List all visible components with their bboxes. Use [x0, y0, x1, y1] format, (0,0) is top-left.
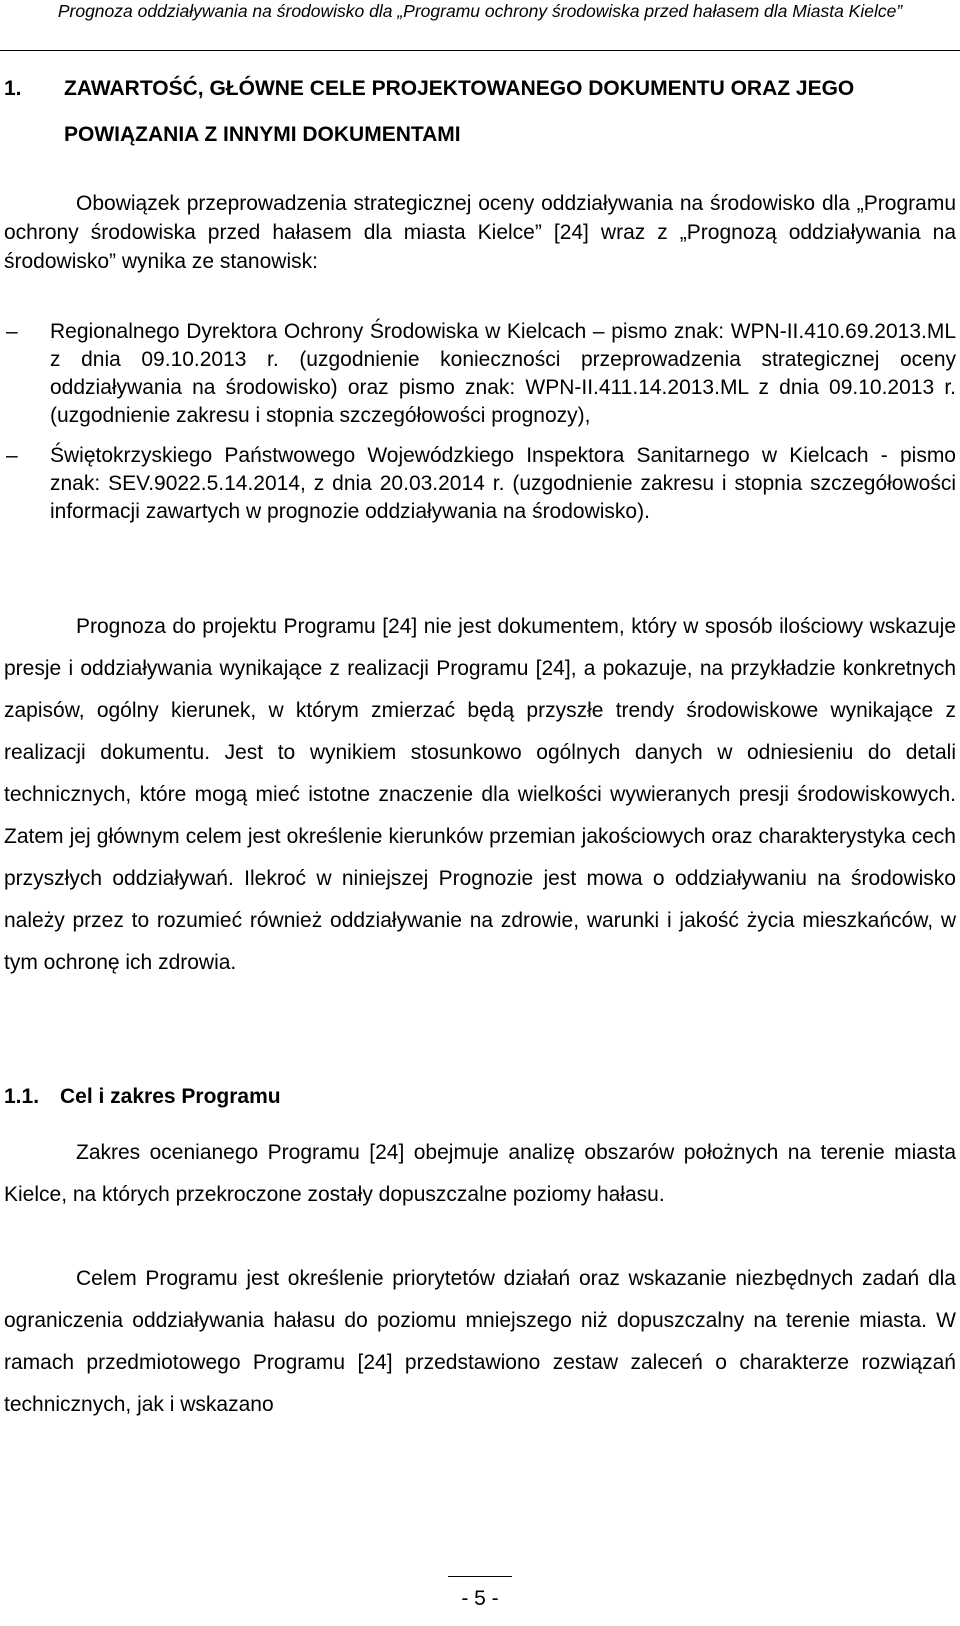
section-heading — [4, 1082, 281, 1112]
section-number: 1.1. — [4, 1085, 40, 1108]
dash-bullet: – — [6, 444, 18, 467]
list-item-text: Świętokrzyskiego Państwowego Wojewódzkiego Inspektora Sanitarnego w Kielcach - pismo znak: SEV.9022.5.14.2014, z dnia 20.03.2014 r. (uzgodnienie zakresu i stopnia szczegółowości informacji zawartych w prognozie oddziaływania na środowisko). — [50, 444, 956, 523]
page-number: - 5 - — [461, 1587, 499, 1610]
list-item-text: Regionalnego Dyrektora Ochrony Środowiska w Kielcach – pismo znak: WPN-II.410.69.2013.ML z dnia 09.10.2013 r. (uzgodnienie konieczności przeprowadzenia strategicznej oceny oddziaływania na środowisko) oraz pismo znak: WPN-II.411.14.2013.ML z dnia 09.10.2013 r. (uzgodnienie zakresu i stopnia szczegółowości prognozy), — [50, 320, 956, 427]
running-header: Prognoza oddziaływania na środowisko dla „Programu ochrony środowiska przed hałasem dla Miasta Kielce” — [57, 1, 903, 21]
list-item — [4, 318, 956, 430]
section-paragraph: Celem Programu jest określenie priorytetów działań oraz wskazanie niezbędnych zadań dla ograniczenia oddziaływania hałasu do poziomu mniejszego niż dopuszczalny na terenie miasta. W ramach przedmiotowego Programu [24] przedstawiono zestaw zaleceń o charakterze rozwiązań technicznych, jak i wskazano — [4, 1267, 956, 1416]
section-paragraph: Zakres ocenianego Programu [24] obejmuje analizę obszarów położnych na terenie miasta Kielce, na których przekroczone zostały dopuszczalne poziomy hałasu. — [4, 1141, 956, 1206]
list-item — [4, 442, 956, 526]
chapter-heading — [4, 66, 954, 158]
dash-bullet: – — [6, 320, 18, 343]
chapter-title: ZAWARTOŚĆ, GŁÓWNE CELE PROJEKTOWANEGO DOKUMENTU ORAZ JEGO POWIĄZANIA Z INNYMI DOKUMENTAMI — [64, 77, 855, 146]
statement-list — [4, 318, 956, 538]
header-divider — [0, 50, 960, 51]
section-title: Cel i zakres Programu — [60, 1085, 281, 1108]
footer-divider — [448, 1576, 512, 1577]
chapter-number: 1. — [4, 77, 22, 100]
intro-paragraph: Obowiązek przeprowadzenia strategicznej oceny oddziaływania na środowisko dla „Programu ochrony środowiska przed hałasem dla miasta Kielce” [24] wraz z „Prognozą oddziaływania na środowisko” wynika ze stanowisk: — [4, 192, 956, 273]
main-paragraph: Prognoza do projektu Programu [24] nie jest dokumentem, który w sposób ilościowy wskazuje presje i oddziaływania wynikające z realizacji Programu [24], a pokazuje, na przykładzie konkretnych zapisów, ogólny kierunek, w którym zmierzać będą przyszłe trendy środowiskowe wynikające z realizacji dokumentu. Jest to wynikiem stosunkowo ogólnych danych w odniesieniu do detali technicznych, które mogą mieć istotne znaczenie dla wielkości wywieranych presji środowiskowych. Zatem jej głównym celem jest określenie kierunków przemian jakościowych oraz charakterystyka cech przyszłych oddziaływań. Ilekroć w niniejszej Prognozie jest mowa o oddziaływaniu na środowisko należy przez to rozumieć również oddziaływanie na zdrowie, warunki i jakość życia mieszkańców, w tym ochronę ich zdrowia. — [4, 615, 956, 974]
